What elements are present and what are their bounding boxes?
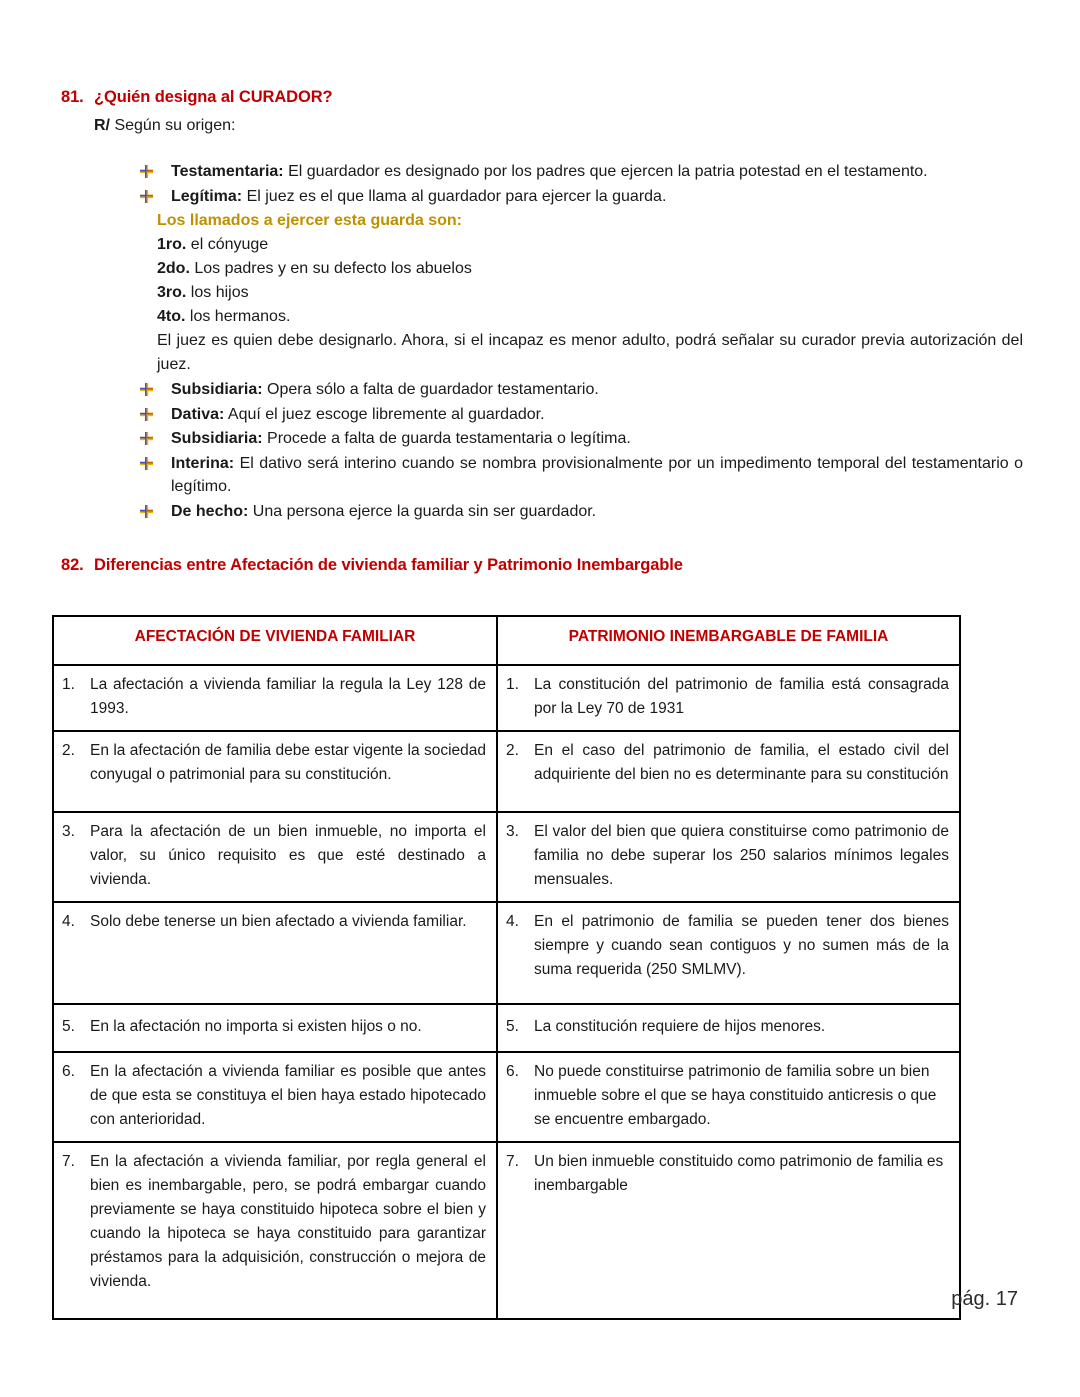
row-number-left: 3.: [62, 823, 75, 840]
row-text-left: Solo debe tenerse un bien afectado a vivienda familiar.: [90, 913, 467, 930]
row-number-left: 6.: [62, 1063, 75, 1080]
question-81-bullet-list: [139, 160, 1023, 524]
bullet-text: Procede a falta de guarda testamentaria o legítima.: [267, 430, 631, 447]
bullet-label: Interina:: [171, 454, 235, 472]
row-text-right: No puede constituirse patrimonio de familia sobre un bien inmueble sobre el que se haya constituido anticresis o que se encuentre embargado.: [534, 1063, 937, 1128]
page-number: pág. 17: [951, 1288, 1018, 1310]
row-text-left: En la afectación a vivienda familiar, por regla general el bien es inembargable, pero, se podrá embargar cuando previamente se haya constituido hipoteca sobre el bien y cuando la hipoteca se haya constituido para garantizar préstamos para la adquisición, construcción o mejora de vivienda.: [90, 1153, 486, 1290]
bullet-item: [139, 185, 1023, 209]
table-cell-left: [53, 1004, 497, 1052]
table-cell-right: [497, 902, 960, 1004]
bullet-text: El dativo será interino cuando se nombra provisionalmente por un impedimento temporal del testamentario o legítimo.: [171, 454, 1023, 495]
row-text-left: En la afectación de familia debe estar vigente la sociedad conyugal o patrimonial para su constitución.: [90, 742, 486, 783]
row-number-right: 6.: [506, 1063, 519, 1080]
ordinal-marker: 1ro.: [157, 236, 187, 253]
table-cell-left: [53, 902, 497, 1004]
question-81-number: 81.: [61, 88, 84, 106]
table-header-label-left: AFECTACIÓN DE VIVIENDA FAMILIAR: [134, 628, 416, 645]
arrow-bullet-icon: [140, 190, 153, 203]
table-row: [53, 1142, 960, 1319]
bullet-text: El guardador es designado por los padres que ejercen la patria potestad en el testamento.: [288, 163, 928, 180]
row-text-right: Un bien inmueble constituido como patrimonio de familia es inembargable: [534, 1153, 944, 1194]
ordinal-line: [157, 233, 1023, 257]
bullet-text: Una persona ejerce la guarda sin ser guardador.: [252, 502, 597, 520]
table-row: [53, 665, 960, 731]
row-number-left: 2.: [62, 742, 75, 759]
arrow-bullet-icon: [140, 165, 153, 178]
row-number-left: 1.: [62, 676, 75, 693]
bullet-text: El juez es el que llama al guardador para ejercer la guarda.: [246, 187, 667, 205]
table-row: [53, 902, 960, 1004]
table-cell-right: [497, 731, 960, 812]
arrow-bullet-icon: [140, 408, 153, 421]
row-number-right: 7.: [506, 1153, 519, 1170]
guard-order-subblock: [139, 209, 1023, 377]
arrow-bullet-icon: [140, 432, 153, 445]
table-row: [53, 812, 960, 902]
arrow-bullet-icon: [140, 505, 153, 518]
table-row: [53, 731, 960, 812]
ordinal-marker: 4to.: [157, 308, 186, 325]
ordinal-text: los hijos: [190, 284, 249, 301]
answer-prefix: R/: [94, 117, 110, 134]
ordinal-line: [157, 257, 1023, 281]
ordinal-text: los hermanos.: [189, 308, 291, 325]
table-cell-right: [497, 1142, 960, 1319]
row-number-right: 4.: [506, 913, 519, 930]
row-number-left: 7.: [62, 1153, 75, 1170]
bullet-item: [139, 427, 1023, 451]
row-number-left: 5.: [62, 1018, 75, 1035]
row-number-right: 5.: [506, 1018, 519, 1035]
ordinal-text: Los padres y en su defecto los abuelos: [194, 260, 472, 277]
table-header-cell-right: [497, 616, 960, 665]
table-cell-left: [53, 812, 497, 902]
bullet-label: Legítima:: [171, 187, 243, 205]
table-cell-right: [497, 812, 960, 902]
question-82-number: 82.: [61, 556, 84, 574]
arrow-bullet-icon: [140, 383, 153, 396]
ordinal-line: [157, 305, 1023, 329]
row-text-right: El valor del bien que quiera constituirse como patrimonio de familia no debe superar los 250 salarios mínimos legales mensuales.: [534, 823, 949, 888]
bullet-item: [139, 452, 1023, 499]
table-header-cell-left: [53, 616, 497, 665]
question-81-heading: [61, 88, 333, 107]
row-text-right: La constitución requiere de hijos menores.: [534, 1018, 826, 1035]
bullet-text: Opera sólo a falta de guardador testamentario.: [267, 381, 599, 398]
row-text-right: En el caso del patrimonio de familia, el estado civil del adquiriente del bien no es determinante para su constitución: [534, 742, 949, 783]
row-text-left: La afectación a vivienda familiar la regula la Ley 128 de 1993.: [90, 676, 486, 717]
bullet-item: [139, 403, 1023, 427]
arrow-bullet-icon: [140, 457, 153, 470]
row-text-right: En el patrimonio de familia se pueden tener dos bienes siempre y cuando sean contiguos y no sumen más de la suma requerida (250 SMLMV).: [534, 913, 949, 978]
question-81-answer-line: [94, 117, 235, 135]
table-cell-left: [53, 731, 497, 812]
comparison-table: [52, 615, 961, 1320]
ordinal-text: el cónyuge: [190, 236, 269, 253]
bullet-label: Subsidiaria:: [171, 430, 263, 447]
table-cell-right: [497, 665, 960, 731]
bullet-text: Aquí el juez escoge libremente al guardador.: [227, 405, 545, 423]
row-number-left: 4.: [62, 913, 75, 930]
table-header-label-right: PATRIMONIO INEMBARGABLE DE FAMILIA: [568, 628, 889, 645]
bullet-item: [139, 378, 1023, 402]
bullet-label: Dativa:: [171, 405, 225, 423]
row-text-left: Para la afectación de un bien inmueble, no importa el valor, su único requisito es que esté destinado a vivienda.: [90, 823, 486, 888]
row-text-left: En la afectación no importa si existen hijos o no.: [90, 1018, 422, 1035]
bullet-item: [139, 160, 1023, 184]
bullet-label: Subsidiaria:: [171, 381, 263, 398]
row-number-right: 3.: [506, 823, 519, 840]
bullet-label: De hecho:: [171, 502, 249, 520]
table-cell-right: [497, 1052, 960, 1142]
row-number-right: 2.: [506, 742, 519, 759]
guard-order-paragraph: El juez es quien debe designarlo. Ahora, si el incapaz es menor adulto, podrá señalar su curador previa autorización del juez.: [157, 332, 1023, 373]
table-cell-left: [53, 665, 497, 731]
bullet-label: Testamentaria:: [171, 163, 284, 180]
answer-text: Según su origen:: [114, 117, 236, 134]
ordinal-marker: 2do.: [157, 260, 190, 277]
bullet-item: [139, 500, 1023, 524]
ordinal-marker: 3ro.: [157, 284, 187, 301]
question-81-title: ¿Quién designa al CURADOR?: [94, 88, 333, 106]
question-82-title: Diferencias entre Afectación de vivienda familiar y Patrimonio Inembargable: [94, 556, 683, 574]
row-text-left: En la afectación a vivienda familiar es posible que antes de que esta se constituya el bien haya estado hipotecado con anterioridad.: [90, 1063, 486, 1128]
row-text-right: La constitución del patrimonio de familia está consagrada por la Ley 70 de 1931: [534, 676, 949, 717]
question-82-heading: [61, 556, 683, 575]
guard-order-heading: Los llamados a ejercer esta guarda son:: [157, 212, 463, 229]
table-cell-left: [53, 1142, 497, 1319]
table-row: [53, 1004, 960, 1052]
row-number-right: 1.: [506, 676, 519, 693]
ordinal-line: [157, 281, 1023, 305]
table-cell-right: [497, 1004, 960, 1052]
table-header-row: [53, 616, 960, 665]
table-row: [53, 1052, 960, 1142]
table-cell-left: [53, 1052, 497, 1142]
